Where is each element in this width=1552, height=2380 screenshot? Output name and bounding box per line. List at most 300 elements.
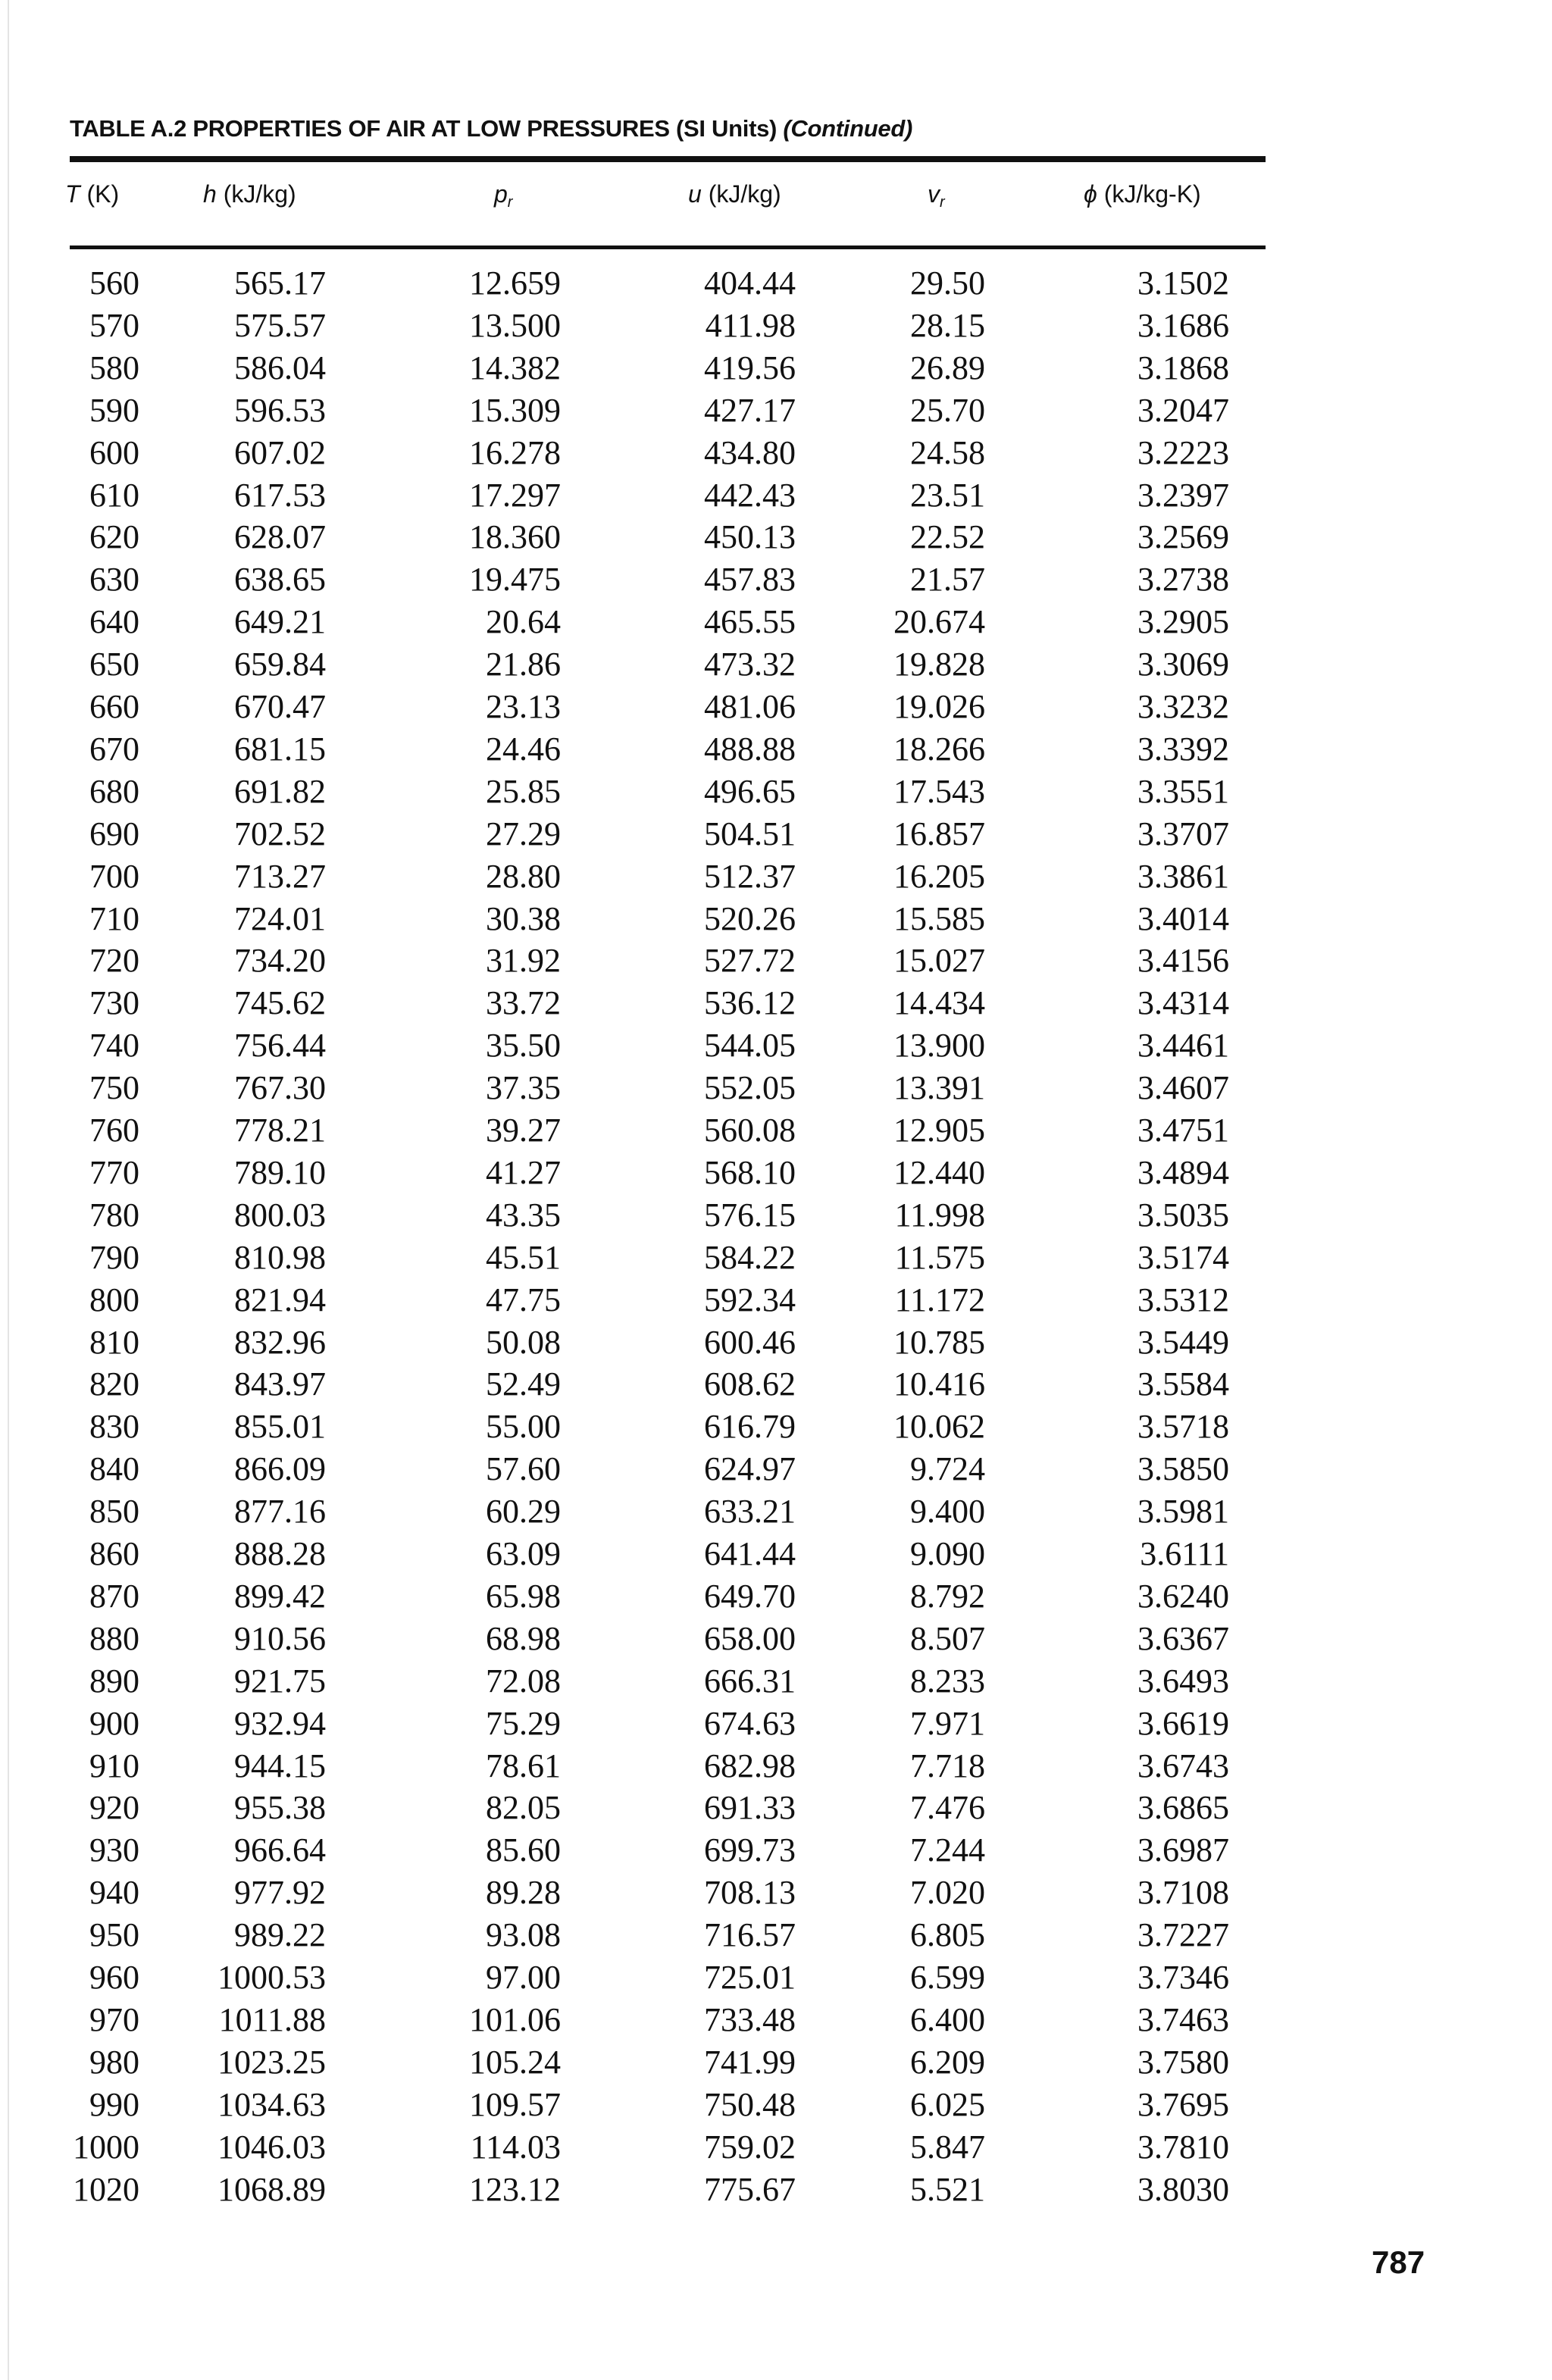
cell-relative-pressure: 20.64	[486, 603, 561, 641]
table-row	[0, 728, 1552, 770]
cell-enthalpy: 702.52	[234, 815, 326, 852]
cell-entropy-function: 3.6240	[1137, 1577, 1229, 1615]
cell-internal-energy: 691.33	[704, 1789, 796, 1827]
cell-relative-pressure: 123.12	[469, 2170, 561, 2208]
cell-entropy-function: 3.5718	[1137, 1408, 1229, 1446]
table-row	[0, 1067, 1552, 1109]
cell-relative-volume: 8.792	[910, 1577, 985, 1615]
cell-enthalpy: 659.84	[234, 646, 326, 683]
cell-temperature: 900	[89, 1704, 139, 1742]
cell-relative-volume: 15.027	[893, 942, 985, 980]
cell-entropy-function: 3.4751	[1137, 1112, 1229, 1149]
cell-enthalpy: 921.75	[234, 1662, 326, 1700]
table-title-continued: (Continued)	[783, 115, 912, 142]
cell-relative-volume: 15.585	[893, 899, 985, 937]
cell-internal-energy: 658.00	[704, 1619, 796, 1657]
cell-relative-volume: 14.434	[893, 984, 985, 1022]
table-row	[0, 2126, 1552, 2168]
table-header-rule	[70, 246, 1266, 249]
cell-entropy-function: 3.5981	[1137, 1493, 1229, 1531]
table-row	[0, 1321, 1552, 1363]
cell-temperature: 910	[89, 1747, 139, 1784]
header-internal-energy-unit: (kJ/kg)	[708, 180, 781, 208]
cell-relative-pressure: 78.61	[486, 1747, 561, 1784]
cell-internal-energy: 608.62	[704, 1365, 796, 1403]
cell-internal-energy: 666.31	[704, 1662, 796, 1700]
cell-relative-pressure: 52.49	[486, 1365, 561, 1403]
page-number: 787	[1372, 2244, 1425, 2280]
cell-enthalpy: 734.20	[234, 942, 326, 980]
cell-relative-volume: 12.905	[893, 1112, 985, 1149]
cell-enthalpy: 944.15	[234, 1747, 326, 1784]
cell-relative-volume: 7.718	[910, 1747, 985, 1784]
cell-relative-volume: 6.599	[910, 1959, 985, 1996]
table-row	[0, 2041, 1552, 2083]
table-row	[0, 432, 1552, 474]
cell-temperature: 790	[89, 1238, 139, 1276]
table-row	[0, 1787, 1552, 1828]
cell-relative-volume: 17.543	[893, 772, 985, 810]
cell-enthalpy: 745.62	[234, 984, 326, 1022]
cell-enthalpy: 800.03	[234, 1196, 326, 1234]
cell-internal-energy: 442.43	[704, 476, 796, 514]
cell-temperature: 890	[89, 1662, 139, 1700]
table-row	[0, 1829, 1552, 1871]
cell-temperature: 740	[89, 1027, 139, 1065]
cell-relative-volume: 10.416	[893, 1365, 985, 1403]
cell-enthalpy: 955.38	[234, 1789, 326, 1827]
cell-enthalpy: 681.15	[234, 730, 326, 768]
cell-relative-volume: 26.89	[910, 349, 985, 386]
cell-entropy-function: 3.5449	[1137, 1323, 1229, 1361]
cell-internal-energy: 427.17	[704, 391, 796, 429]
cell-enthalpy: 1023.25	[217, 2043, 326, 2081]
table-row	[0, 1618, 1552, 1659]
cell-enthalpy: 877.16	[234, 1493, 326, 1531]
cell-entropy-function: 3.7695	[1137, 2085, 1229, 2123]
cell-temperature: 930	[89, 1831, 139, 1869]
cell-entropy-function: 3.3707	[1137, 815, 1229, 852]
cell-relative-pressure: 45.51	[486, 1238, 561, 1276]
table-row	[0, 1109, 1552, 1151]
cell-relative-volume: 25.70	[910, 391, 985, 429]
cell-internal-energy: 600.46	[704, 1323, 796, 1361]
cell-enthalpy: 649.21	[234, 603, 326, 641]
cell-relative-pressure: 85.60	[486, 1831, 561, 1869]
header-entropy-function-unit: (kJ/kg-K)	[1103, 180, 1201, 208]
cell-internal-energy: 552.05	[704, 1069, 796, 1107]
cell-relative-volume: 10.785	[893, 1323, 985, 1361]
cell-internal-energy: 496.65	[704, 772, 796, 810]
cell-relative-pressure: 101.06	[469, 2000, 561, 2038]
cell-internal-energy: 674.63	[704, 1704, 796, 1742]
cell-relative-volume: 29.50	[910, 264, 985, 302]
header-relative-pressure-subscript: r	[507, 194, 513, 211]
cell-relative-volume: 11.575	[894, 1238, 985, 1276]
cell-internal-energy: 616.79	[704, 1408, 796, 1446]
cell-internal-energy: 404.44	[704, 264, 796, 302]
cell-enthalpy: 713.27	[234, 857, 326, 895]
cell-entropy-function: 3.4014	[1137, 899, 1229, 937]
cell-relative-volume: 28.15	[910, 306, 985, 344]
table-row	[0, 855, 1552, 897]
cell-relative-pressure: 35.50	[486, 1027, 561, 1065]
cell-internal-energy: 536.12	[704, 984, 796, 1022]
cell-entropy-function: 3.7108	[1137, 1874, 1229, 1912]
cell-entropy-function: 3.7227	[1137, 1916, 1229, 1954]
cell-relative-pressure: 17.297	[469, 476, 561, 514]
cell-internal-energy: 576.15	[704, 1196, 796, 1234]
header-relative-volume-subscript: r	[940, 194, 945, 211]
cell-enthalpy: 596.53	[234, 391, 326, 429]
cell-entropy-function: 3.1686	[1137, 306, 1229, 344]
cell-relative-volume: 8.507	[910, 1619, 985, 1657]
cell-temperature: 980	[89, 2043, 139, 2081]
table-row	[0, 1660, 1552, 1702]
cell-internal-energy: 641.44	[704, 1535, 796, 1572]
cell-enthalpy: 810.98	[234, 1238, 326, 1276]
cell-temperature: 590	[89, 391, 139, 429]
cell-internal-energy: 434.80	[704, 433, 796, 471]
cell-relative-pressure: 37.35	[486, 1069, 561, 1107]
table-row	[0, 1237, 1552, 1278]
table-row	[0, 1533, 1552, 1575]
cell-enthalpy: 989.22	[234, 1916, 326, 1954]
cell-relative-pressure: 28.80	[486, 857, 561, 895]
cell-enthalpy: 1068.89	[217, 2170, 326, 2208]
cell-relative-pressure: 114.03	[470, 2128, 561, 2166]
cell-temperature: 600	[89, 433, 139, 471]
cell-internal-energy: 488.88	[704, 730, 796, 768]
cell-temperature: 1020	[73, 2170, 139, 2208]
header-enthalpy-symbol: h	[203, 180, 217, 208]
table-row	[0, 940, 1552, 981]
cell-temperature: 950	[89, 1916, 139, 1954]
cell-entropy-function: 3.7810	[1137, 2128, 1229, 2166]
cell-enthalpy: 966.64	[234, 1831, 326, 1869]
cell-relative-volume: 13.900	[893, 1027, 985, 1065]
table-row	[0, 1703, 1552, 1744]
cell-temperature: 560	[89, 264, 139, 302]
cell-relative-volume: 9.090	[910, 1535, 985, 1572]
cell-entropy-function: 3.4314	[1137, 984, 1229, 1022]
cell-temperature: 780	[89, 1196, 139, 1234]
header-enthalpy	[203, 180, 296, 208]
cell-entropy-function: 3.4894	[1137, 1153, 1229, 1191]
cell-relative-pressure: 21.86	[486, 646, 561, 683]
cell-entropy-function: 3.7580	[1137, 2043, 1229, 2081]
table-row	[0, 1914, 1552, 1956]
cell-enthalpy: 1000.53	[217, 1959, 326, 1996]
cell-internal-energy: 759.02	[704, 2128, 796, 2166]
header-enthalpy-unit: (kJ/kg)	[223, 180, 296, 208]
cell-internal-energy: 725.01	[704, 1959, 796, 1996]
cell-relative-pressure: 13.500	[469, 306, 561, 344]
cell-temperature: 720	[89, 942, 139, 980]
cell-temperature: 970	[89, 2000, 139, 2038]
cell-temperature: 1000	[73, 2128, 139, 2166]
cell-relative-pressure: 25.85	[486, 772, 561, 810]
table-row	[0, 982, 1552, 1024]
cell-temperature: 940	[89, 1874, 139, 1912]
table-row	[0, 389, 1552, 431]
table-row	[0, 1194, 1552, 1236]
header-internal-energy-symbol: u	[688, 180, 702, 208]
cell-relative-pressure: 55.00	[486, 1408, 561, 1446]
cell-internal-energy: 624.97	[704, 1450, 796, 1488]
cell-relative-volume: 21.57	[910, 561, 985, 599]
cell-enthalpy: 586.04	[234, 349, 326, 386]
cell-relative-volume: 16.857	[893, 815, 985, 852]
cell-entropy-function: 3.4461	[1137, 1027, 1229, 1065]
table-row	[0, 1745, 1552, 1787]
table-header-row	[0, 180, 1552, 226]
cell-internal-energy: 411.98	[705, 306, 796, 344]
cell-relative-volume: 11.998	[894, 1196, 985, 1234]
cell-entropy-function: 3.6987	[1137, 1831, 1229, 1869]
cell-enthalpy: 910.56	[234, 1619, 326, 1657]
cell-internal-energy: 699.73	[704, 1831, 796, 1869]
cell-enthalpy: 1046.03	[217, 2128, 326, 2166]
cell-relative-pressure: 109.57	[469, 2085, 561, 2123]
cell-temperature: 660	[89, 688, 139, 725]
cell-temperature: 920	[89, 1789, 139, 1827]
cell-internal-energy: 473.32	[704, 646, 796, 683]
cell-entropy-function: 3.3551	[1137, 772, 1229, 810]
cell-relative-volume: 19.828	[893, 646, 985, 683]
table-row	[0, 347, 1552, 389]
cell-relative-volume: 5.521	[910, 2170, 985, 2208]
cell-relative-volume: 7.476	[910, 1789, 985, 1827]
table-row	[0, 898, 1552, 940]
header-entropy-function	[1084, 180, 1201, 208]
cell-internal-energy: 419.56	[704, 349, 796, 386]
cell-temperature: 730	[89, 984, 139, 1022]
cell-relative-pressure: 82.05	[486, 1789, 561, 1827]
cell-entropy-function: 3.7346	[1137, 1959, 1229, 1996]
cell-relative-pressure: 18.360	[469, 518, 561, 556]
cell-internal-energy: 649.70	[704, 1577, 796, 1615]
cell-internal-energy: 633.21	[704, 1493, 796, 1531]
cell-internal-energy: 584.22	[704, 1238, 796, 1276]
table-row	[0, 558, 1552, 600]
header-temperature	[65, 180, 119, 208]
cell-entropy-function: 3.4156	[1137, 942, 1229, 980]
cell-temperature: 570	[89, 306, 139, 344]
cell-enthalpy: 1034.63	[217, 2085, 326, 2123]
cell-entropy-function: 3.8030	[1137, 2170, 1229, 2208]
cell-entropy-function: 3.2223	[1137, 433, 1229, 471]
table-row	[0, 686, 1552, 727]
cell-entropy-function: 3.6111	[1140, 1535, 1229, 1572]
table-row	[0, 771, 1552, 812]
cell-relative-volume: 6.805	[910, 1916, 985, 1954]
cell-entropy-function: 3.6619	[1137, 1704, 1229, 1742]
table-row	[0, 1152, 1552, 1193]
cell-enthalpy: 638.65	[234, 561, 326, 599]
header-relative-volume	[928, 180, 945, 211]
table-row	[0, 1575, 1552, 1617]
cell-relative-volume: 19.026	[893, 688, 985, 725]
cell-internal-energy: 708.13	[704, 1874, 796, 1912]
cell-internal-energy: 741.99	[704, 2043, 796, 2081]
table-row	[0, 262, 1552, 304]
table-row	[0, 1279, 1552, 1321]
table-row	[0, 2084, 1552, 2125]
cell-entropy-function: 3.1502	[1137, 264, 1229, 302]
cell-relative-volume: 6.025	[910, 2085, 985, 2123]
cell-enthalpy: 832.96	[234, 1323, 326, 1361]
cell-enthalpy: 778.21	[234, 1112, 326, 1149]
cell-relative-pressure: 60.29	[486, 1493, 561, 1531]
cell-relative-volume: 9.724	[910, 1450, 985, 1488]
cell-enthalpy: 821.94	[234, 1281, 326, 1318]
cell-temperature: 770	[89, 1153, 139, 1191]
cell-temperature: 850	[89, 1493, 139, 1531]
table-row	[0, 1999, 1552, 2041]
cell-internal-energy: 504.51	[704, 815, 796, 852]
cell-temperature: 860	[89, 1535, 139, 1572]
cell-temperature: 870	[89, 1577, 139, 1615]
cell-enthalpy: 789.10	[234, 1153, 326, 1191]
header-relative-pressure-symbol: p	[494, 180, 508, 208]
cell-relative-pressure: 65.98	[486, 1577, 561, 1615]
cell-entropy-function: 3.6743	[1137, 1747, 1229, 1784]
header-internal-energy	[688, 180, 781, 208]
cell-relative-pressure: 19.475	[469, 561, 561, 599]
cell-temperature: 960	[89, 1959, 139, 1996]
cell-temperature: 620	[89, 518, 139, 556]
cell-relative-volume: 7.971	[910, 1704, 985, 1742]
table-title-text: TABLE A.2 PROPERTIES OF AIR AT LOW PRESSURES (SI Units)	[70, 115, 778, 142]
table-row	[0, 1956, 1552, 1998]
cell-relative-pressure: 72.08	[486, 1662, 561, 1700]
cell-internal-energy: 481.06	[704, 688, 796, 725]
header-relative-pressure	[494, 180, 512, 211]
cell-temperature: 670	[89, 730, 139, 768]
cell-internal-energy: 512.37	[704, 857, 796, 895]
cell-enthalpy: 855.01	[234, 1408, 326, 1446]
cell-relative-pressure: 16.278	[469, 433, 561, 471]
header-entropy-function-symbol: ϕ	[1084, 180, 1097, 208]
cell-relative-pressure: 68.98	[486, 1619, 561, 1657]
table-row	[0, 1448, 1552, 1490]
table-row	[0, 601, 1552, 643]
cell-temperature: 750	[89, 1069, 139, 1107]
table-row	[0, 474, 1552, 516]
cell-internal-energy: 733.48	[704, 2000, 796, 2038]
cell-temperature: 810	[89, 1323, 139, 1361]
cell-relative-pressure: 89.28	[486, 1874, 561, 1912]
cell-relative-pressure: 57.60	[486, 1450, 561, 1488]
cell-temperature: 840	[89, 1450, 139, 1488]
cell-relative-pressure: 97.00	[486, 1959, 561, 1996]
table-row	[0, 1406, 1552, 1447]
cell-enthalpy: 617.53	[234, 476, 326, 514]
cell-temperature: 830	[89, 1408, 139, 1446]
cell-internal-energy: 527.72	[704, 942, 796, 980]
cell-internal-energy: 457.83	[704, 561, 796, 599]
cell-enthalpy: 670.47	[234, 688, 326, 725]
cell-entropy-function: 3.3392	[1137, 730, 1229, 768]
cell-relative-volume: 22.52	[910, 518, 985, 556]
cell-temperature: 700	[89, 857, 139, 895]
cell-entropy-function: 3.3861	[1137, 857, 1229, 895]
cell-enthalpy: 607.02	[234, 433, 326, 471]
table-top-rule	[70, 156, 1266, 162]
cell-internal-energy: 750.48	[704, 2085, 796, 2123]
cell-entropy-function: 3.5312	[1137, 1281, 1229, 1318]
cell-relative-pressure: 12.659	[469, 264, 561, 302]
cell-relative-pressure: 31.92	[486, 942, 561, 980]
cell-enthalpy: 756.44	[234, 1027, 326, 1065]
cell-temperature: 680	[89, 772, 139, 810]
cell-entropy-function: 3.5584	[1137, 1365, 1229, 1403]
table-row	[0, 1363, 1552, 1405]
cell-enthalpy: 932.94	[234, 1704, 326, 1742]
table-row	[0, 2169, 1552, 2210]
cell-relative-volume: 24.58	[910, 433, 985, 471]
cell-temperature: 760	[89, 1112, 139, 1149]
cell-relative-volume: 8.233	[910, 1662, 985, 1700]
cell-relative-pressure: 41.27	[486, 1153, 561, 1191]
cell-enthalpy: 724.01	[234, 899, 326, 937]
cell-enthalpy: 565.17	[234, 264, 326, 302]
cell-temperature: 690	[89, 815, 139, 852]
cell-relative-volume: 6.400	[910, 2000, 985, 2038]
cell-entropy-function: 3.2047	[1137, 391, 1229, 429]
cell-temperature: 710	[89, 899, 139, 937]
cell-relative-volume: 12.440	[893, 1153, 985, 1191]
cell-enthalpy: 691.82	[234, 772, 326, 810]
table-row	[0, 516, 1552, 558]
cell-relative-volume: 20.674	[893, 603, 985, 641]
cell-relative-volume: 7.244	[910, 1831, 985, 1869]
cell-relative-volume: 5.847	[910, 2128, 985, 2166]
cell-enthalpy: 767.30	[234, 1069, 326, 1107]
cell-relative-pressure: 75.29	[486, 1704, 561, 1742]
cell-temperature: 880	[89, 1619, 139, 1657]
cell-entropy-function: 3.6367	[1137, 1619, 1229, 1657]
cell-temperature: 990	[89, 2085, 139, 2123]
cell-relative-pressure: 39.27	[486, 1112, 561, 1149]
cell-internal-energy: 544.05	[704, 1027, 796, 1065]
cell-enthalpy: 1011.88	[218, 2000, 326, 2038]
cell-temperature: 640	[89, 603, 139, 641]
cell-relative-pressure: 24.46	[486, 730, 561, 768]
table-row	[0, 643, 1552, 685]
cell-entropy-function: 3.6493	[1137, 1662, 1229, 1700]
cell-entropy-function: 3.5035	[1137, 1196, 1229, 1234]
cell-internal-energy: 568.10	[704, 1153, 796, 1191]
cell-relative-pressure: 23.13	[486, 688, 561, 725]
header-temperature-unit: (K)	[86, 180, 120, 208]
cell-entropy-function: 3.3069	[1137, 646, 1229, 683]
cell-enthalpy: 977.92	[234, 1874, 326, 1912]
cell-relative-volume: 10.062	[893, 1408, 985, 1446]
cell-relative-volume: 7.020	[910, 1874, 985, 1912]
cell-internal-energy: 520.26	[704, 899, 796, 937]
cell-relative-volume: 13.391	[893, 1069, 985, 1107]
cell-relative-pressure: 63.09	[486, 1535, 561, 1572]
cell-internal-energy: 450.13	[704, 518, 796, 556]
cell-enthalpy: 628.07	[234, 518, 326, 556]
cell-relative-volume: 16.205	[893, 857, 985, 895]
table-title	[70, 115, 912, 142]
cell-relative-pressure: 33.72	[486, 984, 561, 1022]
cell-temperature: 650	[89, 646, 139, 683]
cell-internal-energy: 560.08	[704, 1112, 796, 1149]
